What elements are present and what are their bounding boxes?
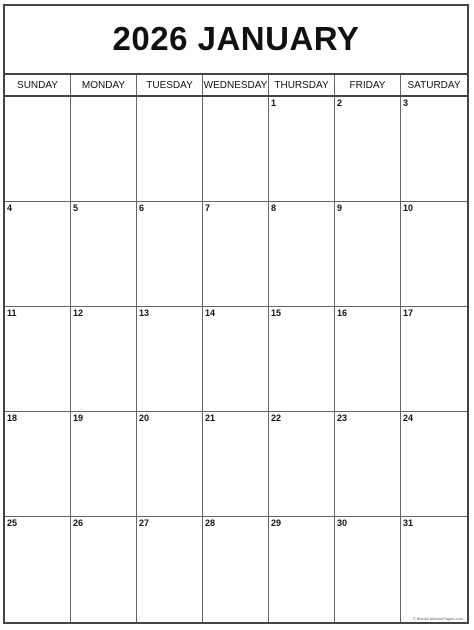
day-cell xyxy=(203,412,269,517)
weekday-wednesday: WEDNESDAY xyxy=(203,75,269,95)
day-cell xyxy=(269,517,335,622)
day-cell xyxy=(401,97,467,202)
day-cell xyxy=(71,97,137,202)
day-number: 8 xyxy=(271,203,277,213)
day-cell xyxy=(269,202,335,307)
calendar-title: 2026 JANUARY xyxy=(112,20,360,57)
site-credit: © BlankCalendarPages.com xyxy=(412,616,463,621)
day-number: 18 xyxy=(7,413,18,423)
day-number: 14 xyxy=(205,308,216,318)
day-number: 11 xyxy=(7,308,17,318)
day-number: 31 xyxy=(403,518,414,528)
day-number: 21 xyxy=(205,413,216,423)
day-cell xyxy=(335,307,401,412)
day-cell xyxy=(203,307,269,412)
day-number: 28 xyxy=(205,518,216,528)
day-cell xyxy=(5,307,71,412)
day-number: 13 xyxy=(139,308,150,318)
day-number: 12 xyxy=(73,308,84,318)
day-cell xyxy=(137,202,203,307)
day-cell xyxy=(71,202,137,307)
day-number: 25 xyxy=(7,518,18,528)
day-cell xyxy=(203,97,269,202)
day-cell xyxy=(137,517,203,622)
day-number: 23 xyxy=(337,413,348,423)
day-number: 24 xyxy=(403,413,414,423)
calendar-sheet xyxy=(3,4,469,624)
day-cell xyxy=(335,97,401,202)
day-cell xyxy=(335,517,401,622)
day-number: 7 xyxy=(205,203,211,213)
day-cell xyxy=(203,517,269,622)
day-cell xyxy=(401,412,467,517)
day-cell xyxy=(5,202,71,307)
day-number: 1 xyxy=(271,98,277,108)
day-number: 6 xyxy=(139,203,145,213)
day-number: 10 xyxy=(403,203,414,213)
weekday-header-row xyxy=(5,73,467,97)
weekday-saturday: SATURDAY xyxy=(407,79,461,91)
day-cell xyxy=(71,412,137,517)
day-number: 29 xyxy=(271,518,282,528)
day-cell xyxy=(5,97,71,202)
weekday-friday: FRIDAY xyxy=(335,75,401,95)
day-cell xyxy=(137,412,203,517)
day-cell xyxy=(71,307,137,412)
day-number: 2 xyxy=(337,98,343,108)
day-number: 16 xyxy=(337,308,348,318)
day-number: 30 xyxy=(337,518,348,528)
day-cell xyxy=(137,307,203,412)
day-number: 22 xyxy=(271,413,282,423)
day-number: 20 xyxy=(139,413,150,423)
day-grid xyxy=(5,97,467,622)
day-cell xyxy=(5,517,71,622)
day-cell xyxy=(203,202,269,307)
day-cell xyxy=(401,517,467,622)
day-number: 15 xyxy=(271,308,282,318)
day-number: 9 xyxy=(337,203,343,213)
day-number: 19 xyxy=(73,413,84,423)
day-number: 17 xyxy=(403,308,414,318)
day-number: 26 xyxy=(73,518,84,528)
day-cell xyxy=(335,202,401,307)
day-number: 4 xyxy=(7,203,13,213)
day-cell xyxy=(335,412,401,517)
day-cell xyxy=(401,202,467,307)
day-cell xyxy=(401,307,467,412)
weekday-tuesday: TUESDAY xyxy=(137,75,203,95)
day-cell xyxy=(269,412,335,517)
weekday-sunday: SUNDAY xyxy=(5,75,71,95)
day-cell xyxy=(71,517,137,622)
day-cell xyxy=(269,97,335,202)
day-cell xyxy=(5,412,71,517)
weekday-monday: MONDAY xyxy=(71,75,137,95)
day-number: 27 xyxy=(139,518,150,528)
day-cell xyxy=(137,97,203,202)
day-number: 3 xyxy=(403,98,409,108)
day-cell xyxy=(269,307,335,412)
day-number: 5 xyxy=(73,203,79,213)
weekday-thursday: THURSDAY xyxy=(269,75,335,95)
